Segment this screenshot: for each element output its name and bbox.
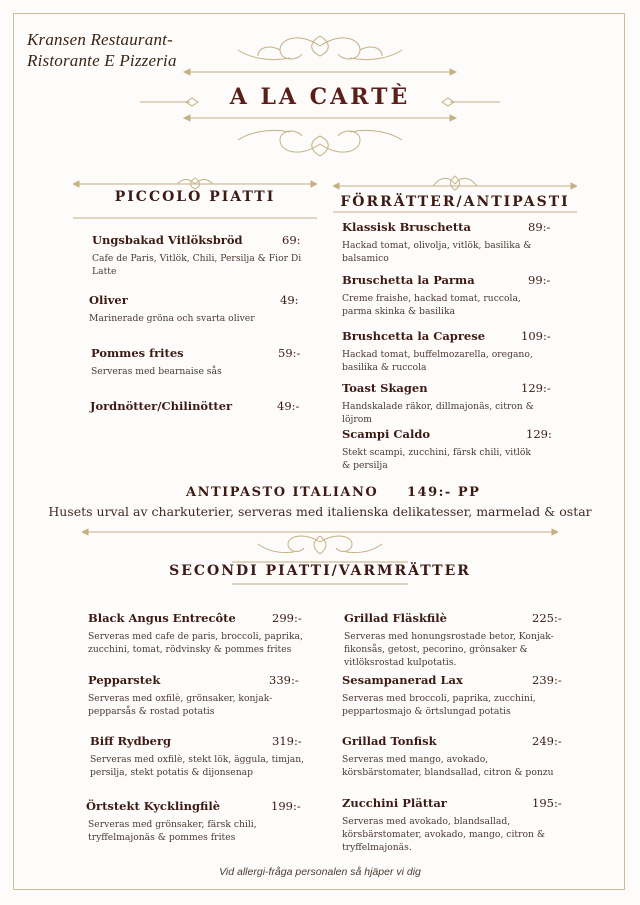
antipasto-desc: Husets urval av charkuterier, serveras med italienska delikatesser, marmelad & ostar (48, 504, 592, 519)
secondi-item-name: Black Angus Entrecôte (88, 611, 236, 625)
piccolo-item-desc: Serveras med bearnaise sås (91, 366, 222, 377)
secondi-item-desc: Serveras med grönsaker, färsk chili, tryffelmajonäs & pommes frites (88, 819, 257, 843)
secondi-item-name: Örtstekt Kycklingfilè (86, 799, 221, 813)
piccolo-item-price: 59:- (278, 346, 301, 360)
secondi-item-name: Zucchini Plättar (342, 796, 447, 810)
secondi-item-desc: Serveras med mango, avokado, körsbärstomater, blandsallad, citron & ponzu (342, 754, 554, 778)
forratter-item-desc: Hackad tomat, olivolja, vitlök, basilika & balsamico (342, 240, 532, 264)
antipasto-name: ANTIPASTO ITALIANO (186, 485, 379, 500)
piccolo-item-name: Oliver (89, 293, 128, 307)
piccolo-item-name: Ungsbakad Vitlöksbröd (92, 233, 243, 247)
forratter-item-desc: Stekt scampi, zucchini, färsk chili, vitlök & persilja (342, 447, 531, 471)
piccolo-item-price: 49:- (277, 399, 300, 413)
piccolo-item-desc: Marinerade gröna och svarta oliver (89, 313, 255, 324)
secondi-item-name: Biff Rydberg (90, 734, 172, 748)
brand-line-1: Kransen Restaurant- (27, 30, 173, 49)
secondi-item-desc: Serveras med broccoli, paprika, zucchini, peppartosmajo & örtslungad potatis (342, 693, 536, 717)
forratter-item-name: Bruschetta la Parma (342, 273, 475, 287)
forratter-item-name: Klassisk Bruschetta (342, 220, 471, 234)
secondi-item-price: 249:- (532, 734, 562, 748)
secondi-item-price: 225:- (532, 611, 562, 625)
brand-line-2: Ristorante E Pizzeria (27, 51, 177, 70)
secondi-item-price: 339:- (269, 673, 299, 687)
forratter-item-desc: Creme fraishe, hackad tomat, ruccola, parma skinka & basilika (342, 293, 521, 317)
secondi-item-name: Sesampanerad Lax (342, 673, 463, 687)
secondi-item-price: 319:- (272, 734, 302, 748)
forratter-item-price: 129:- (521, 381, 551, 395)
secondi-item-desc: Serveras med avokado, blandsallad, körsbärstomater, avokado, mango, citron & tryffelmajonäs. (342, 816, 546, 853)
forratter-item-desc: Handskalade räkor, dillmajonäs, citron & löjrom (342, 401, 534, 425)
forratter-item-name: Scampi Caldo (342, 427, 431, 441)
secondi-item-price: 199:- (271, 799, 301, 813)
piccolo-item-name: Jordnötter/Chilinötter (90, 399, 233, 413)
secondi-title: SECONDI PIATTI/VARMRÄTTER (169, 563, 471, 579)
secondi-item-desc: Serveras med oxfilè, stekt lök, äggula, timjan, persilja, stekt potatis & dijonsenap (90, 754, 305, 778)
piccolo-item-price: 49: (280, 293, 299, 307)
forratter-item-name: Toast Skagen (342, 381, 428, 395)
antipasto-price: 149:- PP (407, 485, 481, 500)
secondi-item-name: Pepparstek (88, 673, 161, 687)
secondi-item-name: Grillad Tonfisk (342, 734, 437, 748)
secondi-item-price: 299:- (272, 611, 302, 625)
secondi-item-desc: Serveras med oxfilè, grönsaker, konjak-pepparsås & rostad potatis (88, 693, 273, 717)
forratter-item-price: 109:- (521, 329, 551, 343)
piccolo-item-desc: Cafe de Paris, Vitlök, Chili, Persilja & Fior Di Latte (92, 253, 302, 277)
secondi-header-ornament (82, 524, 558, 590)
forratter-item-desc: Hackad tomat, buffelmozarella, oregano, basilika & ruccola (342, 349, 533, 373)
forratter-title: FÖRRÄTTER/ANTIPASTI (340, 194, 570, 210)
menu-title: A LA CARTÈ (229, 84, 411, 110)
piccolo-title: PICCOLO PIATTI (114, 189, 276, 205)
piccolo-item-price: 69: (282, 233, 301, 247)
piccolo-item-name: Pommes frites (91, 346, 184, 360)
secondi-item-price: 239:- (532, 673, 562, 687)
secondi-item-desc: Serveras med cafe de paris, broccoli, paprika, zucchini, tomat, rödvinsky & pommes frites (88, 631, 303, 655)
forratter-item-price: 89:- (528, 220, 551, 234)
forratter-item-price: 99:- (528, 273, 551, 287)
secondi-item-name: Grillad Fläskfilè (344, 611, 447, 625)
forratter-item-price: 129: (526, 427, 552, 441)
secondi-item-desc: Serveras med honungsrostade betor, Konjak-fikonsås, getost, pecorino, grönsaker & vitlöksrostad kulpotatis. (344, 631, 554, 668)
allergy-note: Vid allergi-fråga personalen så hjäper vi dig (219, 866, 421, 878)
forratter-item-name: Brushcetta la Caprese (342, 329, 486, 343)
secondi-item-price: 195:- (532, 796, 562, 810)
